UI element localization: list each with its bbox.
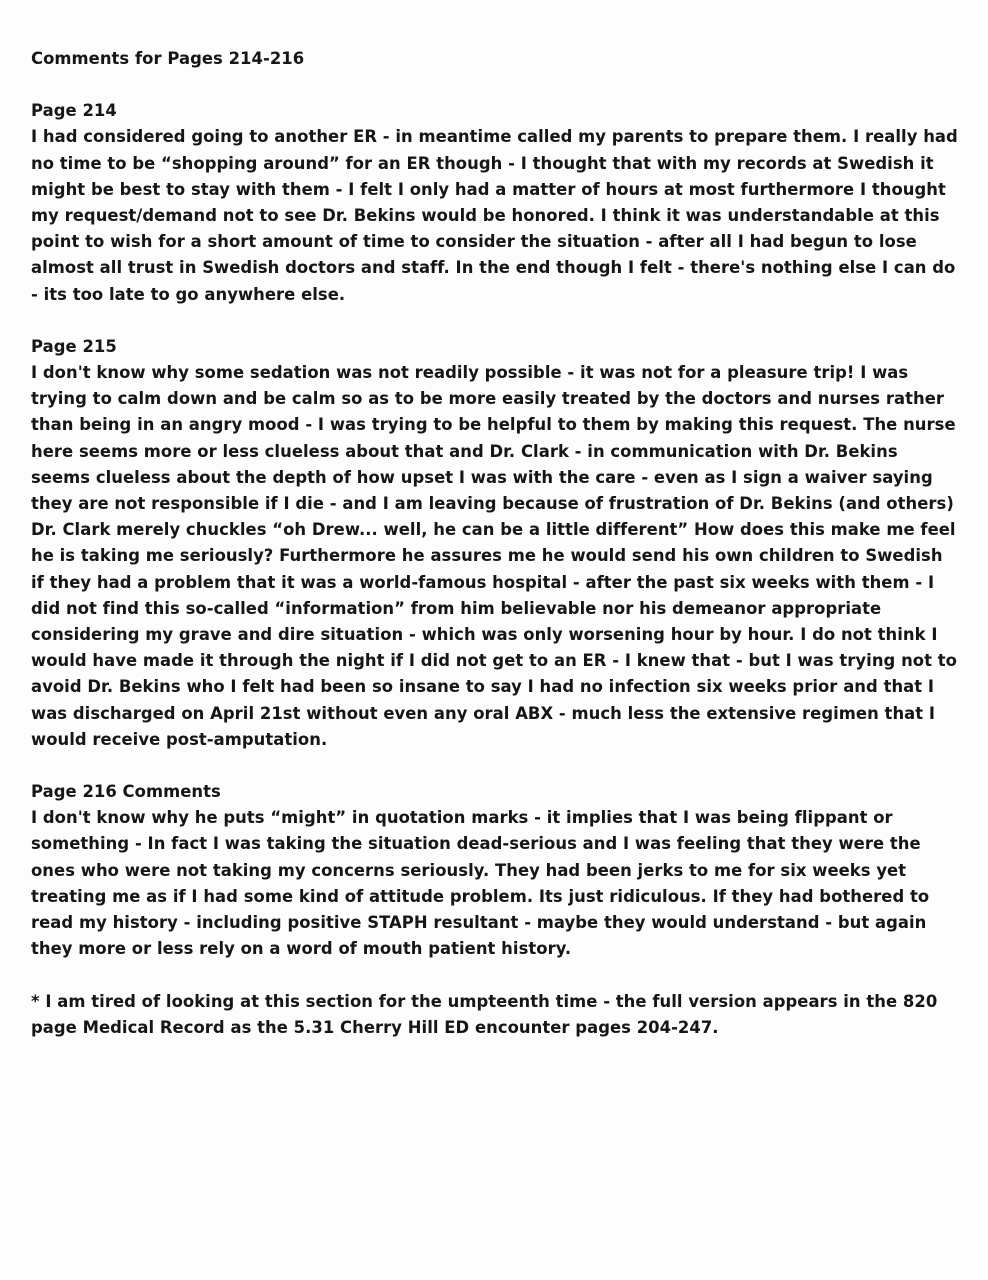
section-body: I had considered going to another ER - in meantime called my parents to prepare them. I really had no time to be “shopping around” for an ER though - I thought that with my records at Swedish it might be best to stay with them - I felt I only had a matter of hours at most furthermore I thought my request/demand not to see Dr. Bekins would be honored. I think it was understandable at this point to wish for a short amount of time to consider the situation - after all I had begun to lose almost all trust in Swedish doctors and staff. In the end though I felt - there's nothing else I can do - its too late to go anywhere else.: [31, 127, 958, 304]
section-page-215: [31, 334, 960, 753]
section-body: I don't know why some sedation was not readily possible - it was not for a pleasure trip! I was trying to calm down and be calm so as to be more easily treated by the doctors and nurses rather than being in an angry mood - I was trying to be helpful to them by making this request. The nurse here seems more or less clueless about that and Dr. Clark - in communication with Dr. Bekins seems clueless about the depth of how upset I was with the care - even as I sign a waiver saying they are not responsible if I die - and I am leaving because of frustration of Dr. Bekins (and others) Dr. Clark merely chuckles “oh Drew... well, he can be a little different” How does this make me feel he is taking me seriously? Furthermore he assures me he would send his own children to Swedish if they had a problem that it was a world-famous hospital - after the past six weeks with them - I did not find this so-called “information” from him believable nor his demeanor appropriate considering my grave and dire situation - which was only worsening hour by hour. I do not think I would have made it through the night if I did not get to an ER - I knew that - but I was trying not to avoid Dr. Bekins who I felt had been so insane to say I had no infection six weeks prior and that I was discharged on April 21st without even any oral ABX - much less the extensive regimen that I would receive post-amputation.: [31, 363, 957, 749]
document-body: [31, 46, 960, 1041]
footnote: * I am tired of looking at this section for the umpteenth time - the full version appears in the 820 page Medical Record as the 5.31 Cherry Hill ED encounter pages 204-247.: [31, 991, 938, 1037]
section-page-216: [31, 779, 960, 962]
section-heading: Page 216 Comments: [31, 782, 221, 802]
section-body: I don't know why he puts “might” in quotation marks - it implies that I was being flippant or something - In fact I was taking the situation dead-serious and I was feeling that they were the ones who were not taking my concerns seriously. They had been jerks to me for six weeks yet treating me as if I had some kind of attitude problem. Its just ridiculous. If they had bothered to read my history - including positive STAPH resultant - maybe they would understand - but again they more or less rely on a word of mouth patient history.: [31, 808, 930, 959]
document-title: Comments for Pages 214-216: [31, 49, 305, 68]
section-page-214: [31, 98, 960, 308]
section-heading: Page 215: [31, 336, 117, 356]
section-heading: Page 214: [31, 101, 117, 121]
